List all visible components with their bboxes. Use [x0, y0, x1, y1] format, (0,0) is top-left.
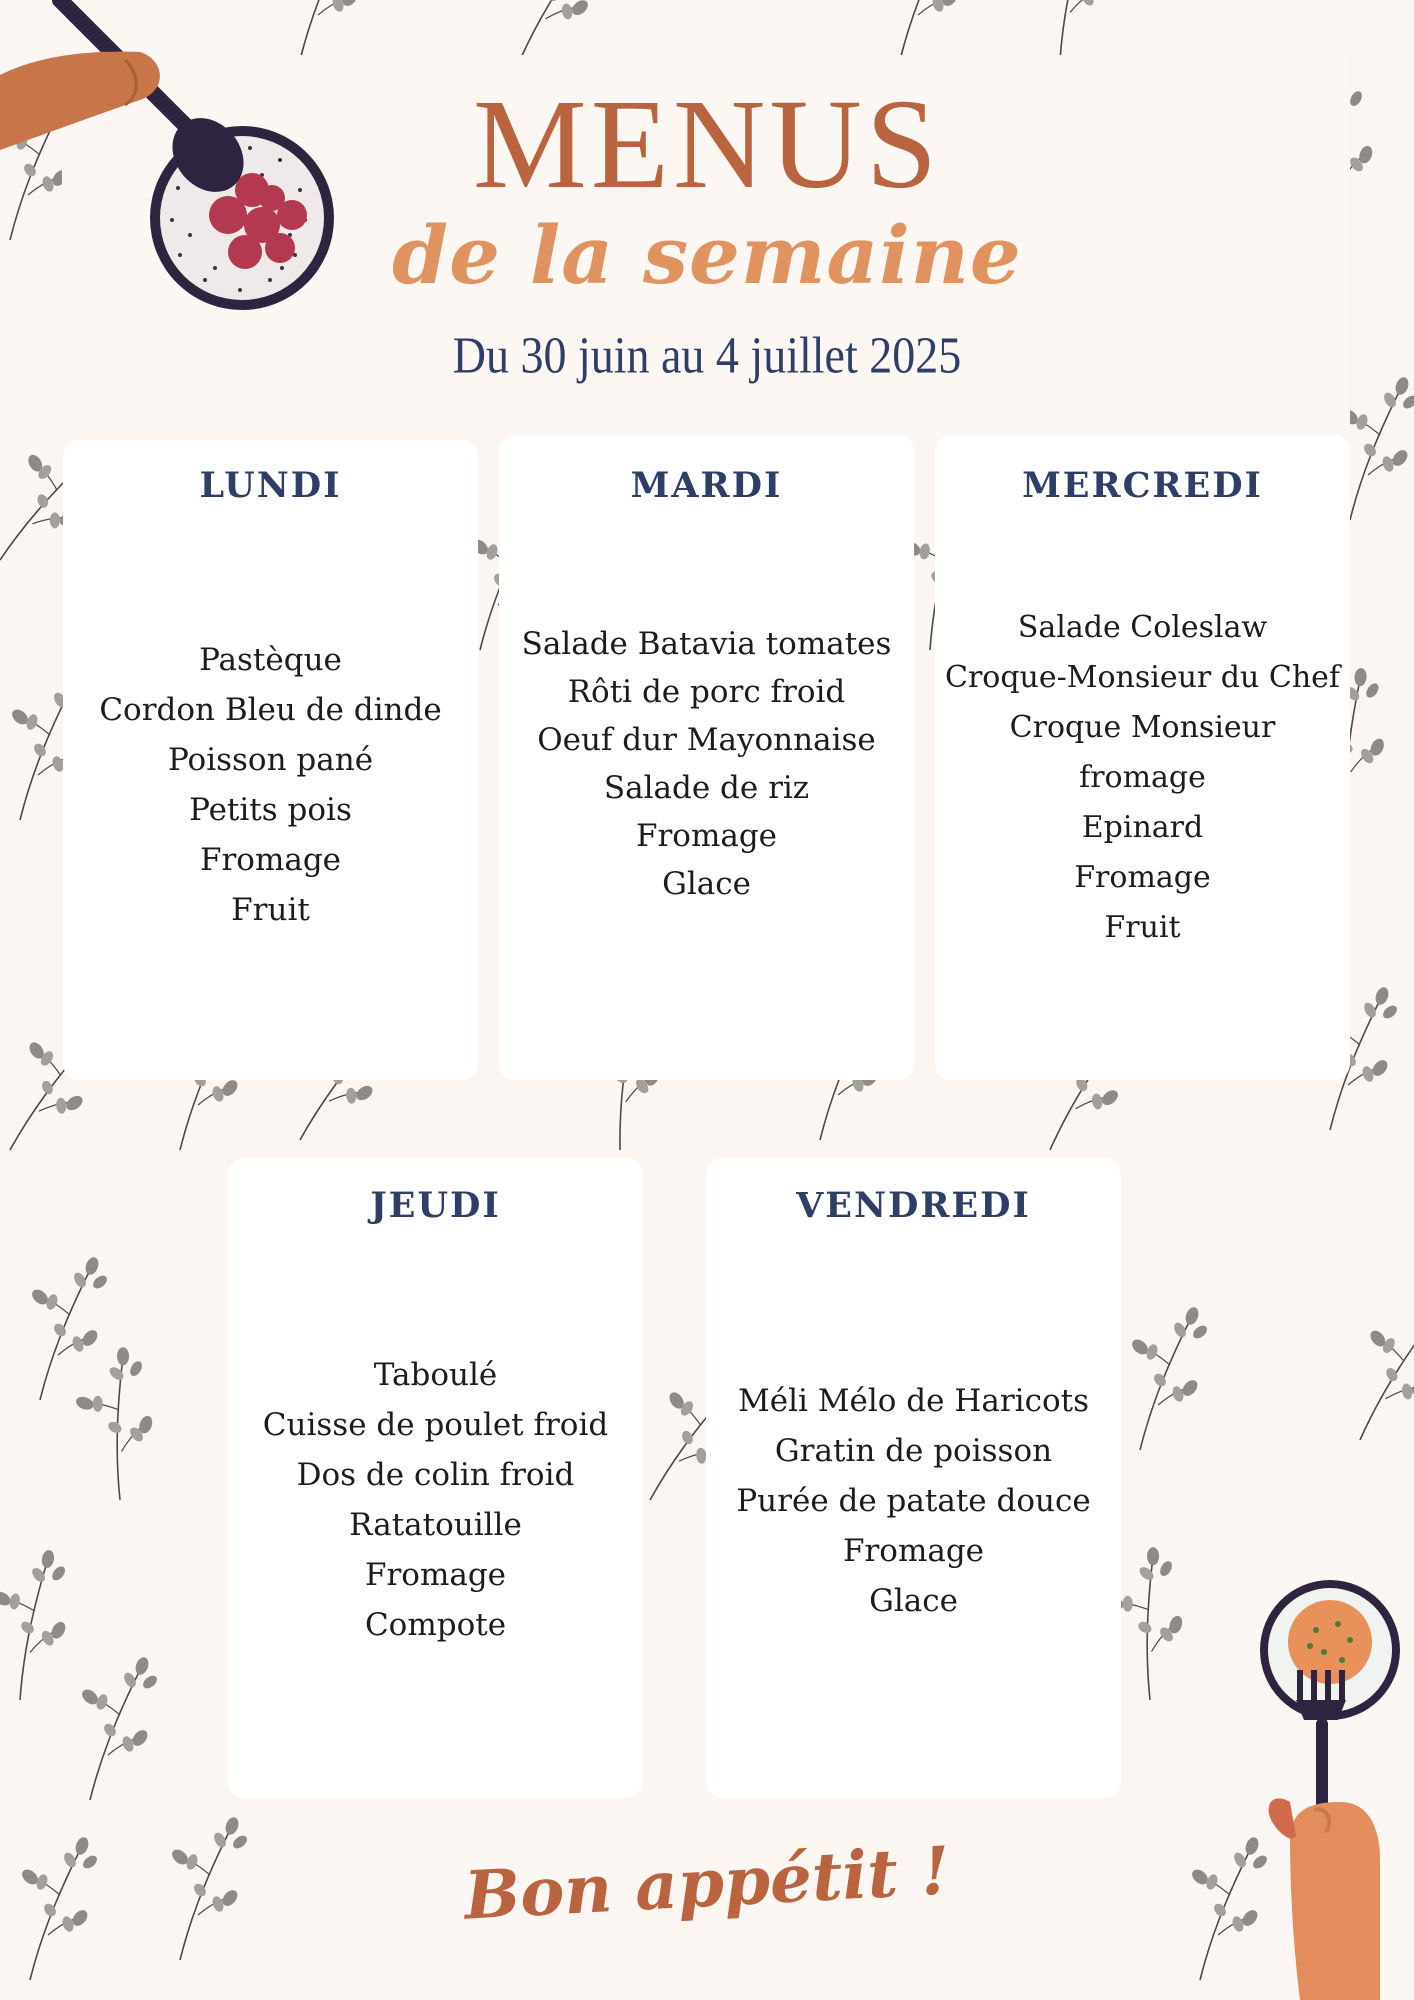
- menu-item: Cordon Bleu de dinde: [99, 692, 442, 728]
- day-card-mardi: [499, 435, 914, 1080]
- day-heading: JEUDI: [370, 1185, 501, 1226]
- menu-item: Ratatouille: [349, 1507, 522, 1543]
- day-card-vendredi: [706, 1158, 1121, 1798]
- menu-item: Méli Mélo de Haricots: [738, 1383, 1089, 1419]
- hand-holding-fork-icon: [1230, 1540, 1414, 2000]
- day-heading: MERCREDI: [1022, 465, 1263, 506]
- menu-item: Fromage: [635, 818, 778, 854]
- menu-item: Fromage: [364, 1557, 507, 1593]
- menu-item: Oeuf dur Mayonnaise: [537, 722, 876, 758]
- menu-item: Croque Monsieur: [1009, 710, 1276, 745]
- menu-item: Pastèque: [199, 642, 342, 678]
- menu-item: Cuisse de poulet froid: [262, 1407, 609, 1443]
- menu-item: Salade Batavia tomates: [521, 626, 892, 662]
- hand-holding-spoon-over-bowl-icon: [0, 0, 360, 330]
- page-subtitle: de la semaine: [392, 208, 1022, 302]
- menu-item: Dos de colin froid: [296, 1457, 575, 1493]
- menu-item: Poisson pané: [167, 742, 374, 778]
- menu-item: Petits pois: [189, 792, 352, 828]
- menu-item: Epinard: [1081, 810, 1204, 845]
- menu-item: Salade de riz: [603, 770, 810, 806]
- menu-item: Purée de patate douce: [736, 1483, 1091, 1519]
- menu-item: Fruit: [1104, 910, 1181, 945]
- menu-item: Glace: [662, 866, 751, 902]
- menu-item: Glace: [869, 1583, 958, 1619]
- day-heading: MARDI: [630, 465, 783, 506]
- page-title: MENUS: [472, 73, 942, 215]
- menu-item: Compote: [364, 1607, 507, 1643]
- menu-item: Fruit: [231, 892, 310, 928]
- date-range: Du 30 juin au 4 juillet 2025: [452, 326, 962, 384]
- menu-items: [228, 1350, 643, 1650]
- menu-item: Croque-Monsieur du Chef: [944, 660, 1340, 695]
- closing-message: Bon appétit !: [462, 1831, 952, 1935]
- menu-items: [63, 635, 478, 935]
- menu-item: Rôti de porc froid: [567, 674, 846, 710]
- menu-item: Taboulé: [373, 1357, 498, 1393]
- menu-item: fromage: [1079, 760, 1206, 795]
- day-card-jeudi: [228, 1158, 643, 1798]
- day-heading: VENDREDI: [796, 1185, 1031, 1226]
- menu-item: Gratin de poisson: [774, 1433, 1053, 1469]
- menu-item: Fromage: [1074, 860, 1211, 895]
- day-card-lundi: [63, 440, 478, 1080]
- menu-item: Fromage: [199, 842, 342, 878]
- menu-items: [935, 603, 1350, 953]
- menu-item: Fromage: [842, 1533, 985, 1569]
- day-heading: LUNDI: [199, 465, 342, 506]
- day-card-mercredi: [935, 435, 1350, 1080]
- menu-items: [706, 1376, 1121, 1626]
- menu-items: [499, 620, 914, 908]
- menu-item: Salade Coleslaw: [1017, 610, 1268, 645]
